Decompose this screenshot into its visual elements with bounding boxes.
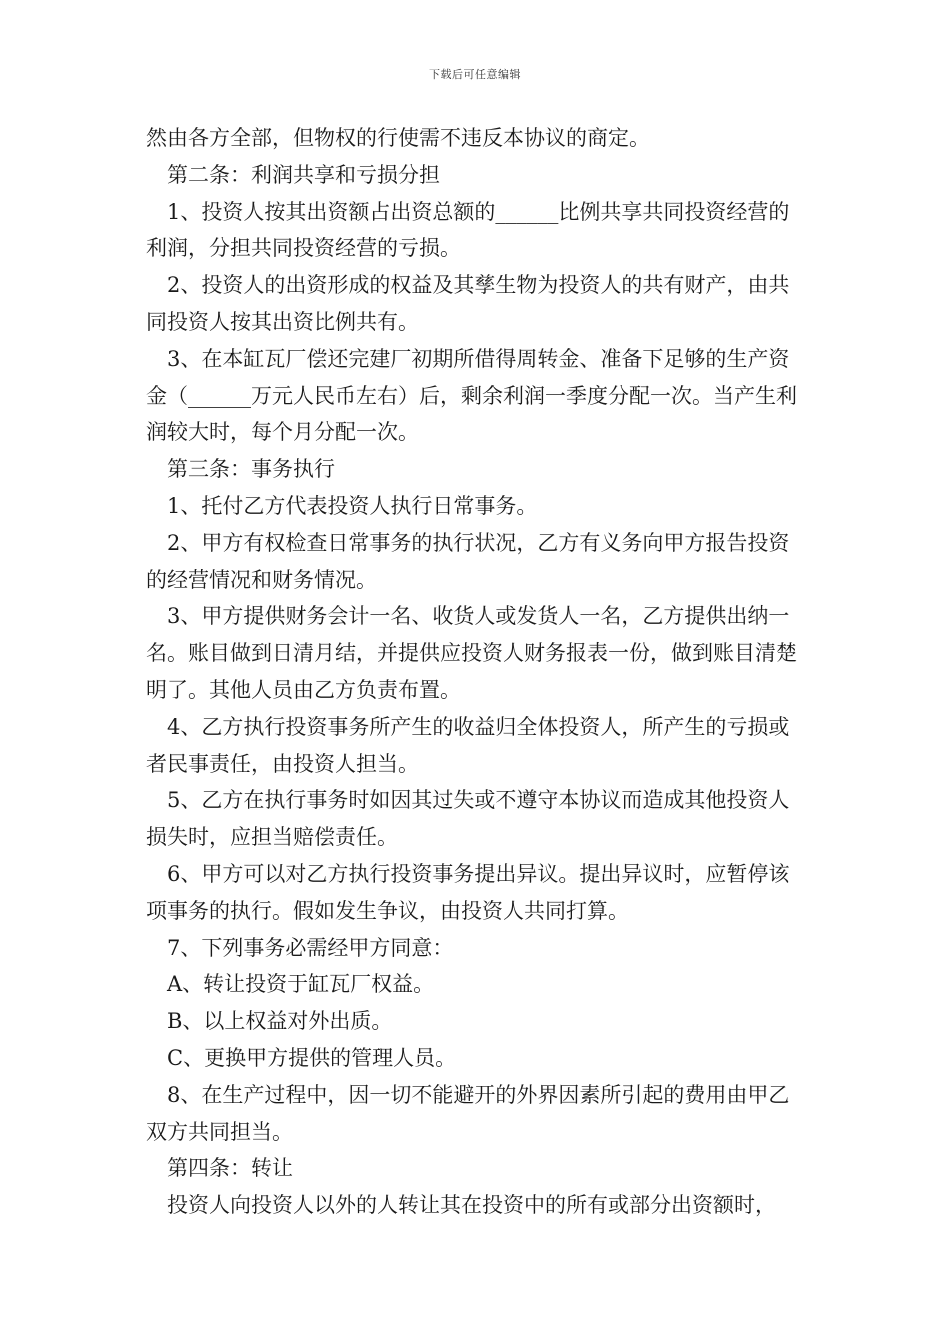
article-3-clause-3: 3、甲方提供财务会计一名、收货人或发货人一名，乙方提供出纳一名。账目做到日清月结，并提供应投资人财务报表一份，做到账目清楚明了。其他人员由乙方负责布置。 — [146, 604, 797, 702]
paragraph-continuation: 然由各方全部，但物权的行使需不违反本协议的商定。 — [146, 126, 650, 150]
page-header: 下载后可任意编辑 — [429, 68, 521, 81]
article-3-clause-5: 5、乙方在执行事务时如因其过失或不遵守本协议而造成其他投资人损失时，应担当赔偿责任。 — [146, 788, 790, 850]
article-3-heading: 第三条：事务执行 — [167, 457, 335, 482]
article-3-clause-7c: C、更换甲方提供的管理人员。 — [167, 1045, 457, 1070]
article-4-heading: 第四条：转让 — [167, 1156, 293, 1181]
article-3-clause-4: 4、乙方执行投资事务所产生的收益归全体投资人，所产生的亏损或者民事责任，由投资人担当。 — [146, 714, 790, 776]
article-2-clause-1: 1、投资人按其出资额占出资总额的______比例共享共同投资经营的利润，分担共同投资经营的亏损。 — [146, 199, 790, 261]
article-2-clause-2: 2、投资人的出资形成的权益及其孳生物为投资人的共有财产，由共同投资人按其出资比例共有。 — [146, 273, 790, 334]
article-3-clause-7: 7、下列事务必需经甲方同意： — [167, 935, 454, 960]
document-body — [146, 120, 810, 1224]
article-2-clause-3: 3、在本缸瓦厂偿还完建厂初期所借得周转金、准备下足够的生产资金（______万元人民币左右）后，剩余利润一季度分配一次。当产生利润较大时，每个月分配一次。 — [146, 346, 797, 445]
article-2-heading: 第二条：利润共享和亏损分担 — [167, 162, 440, 187]
article-3-clause-8: 8、在生产过程中，因一切不能避开的外界因素所引起的费用由甲乙双方共同担当。 — [146, 1082, 790, 1144]
article-3-clause-2: 2、甲方有权检查日常事务的执行状况，乙方有义务向甲方报告投资的经营情况和财务情况。 — [146, 530, 790, 592]
article-3-clause-6: 6、甲方可以对乙方执行投资事务提出异议。提出异议时，应暂停该项事务的执行。假如发生争议，由投资人共同打算。 — [146, 861, 790, 923]
article-3-clause-7a: A、转让投资于缸瓦厂权益。 — [167, 972, 435, 997]
article-3-clause-1: 1、托付乙方代表投资人执行日常事务。 — [167, 493, 538, 518]
article-3-clause-7b: B、以上权益对外出质。 — [167, 1009, 393, 1034]
article-4-clause-start: 投资人向投资人以外的人转让其在投资中的所有或部分出资额时， — [167, 1193, 776, 1218]
